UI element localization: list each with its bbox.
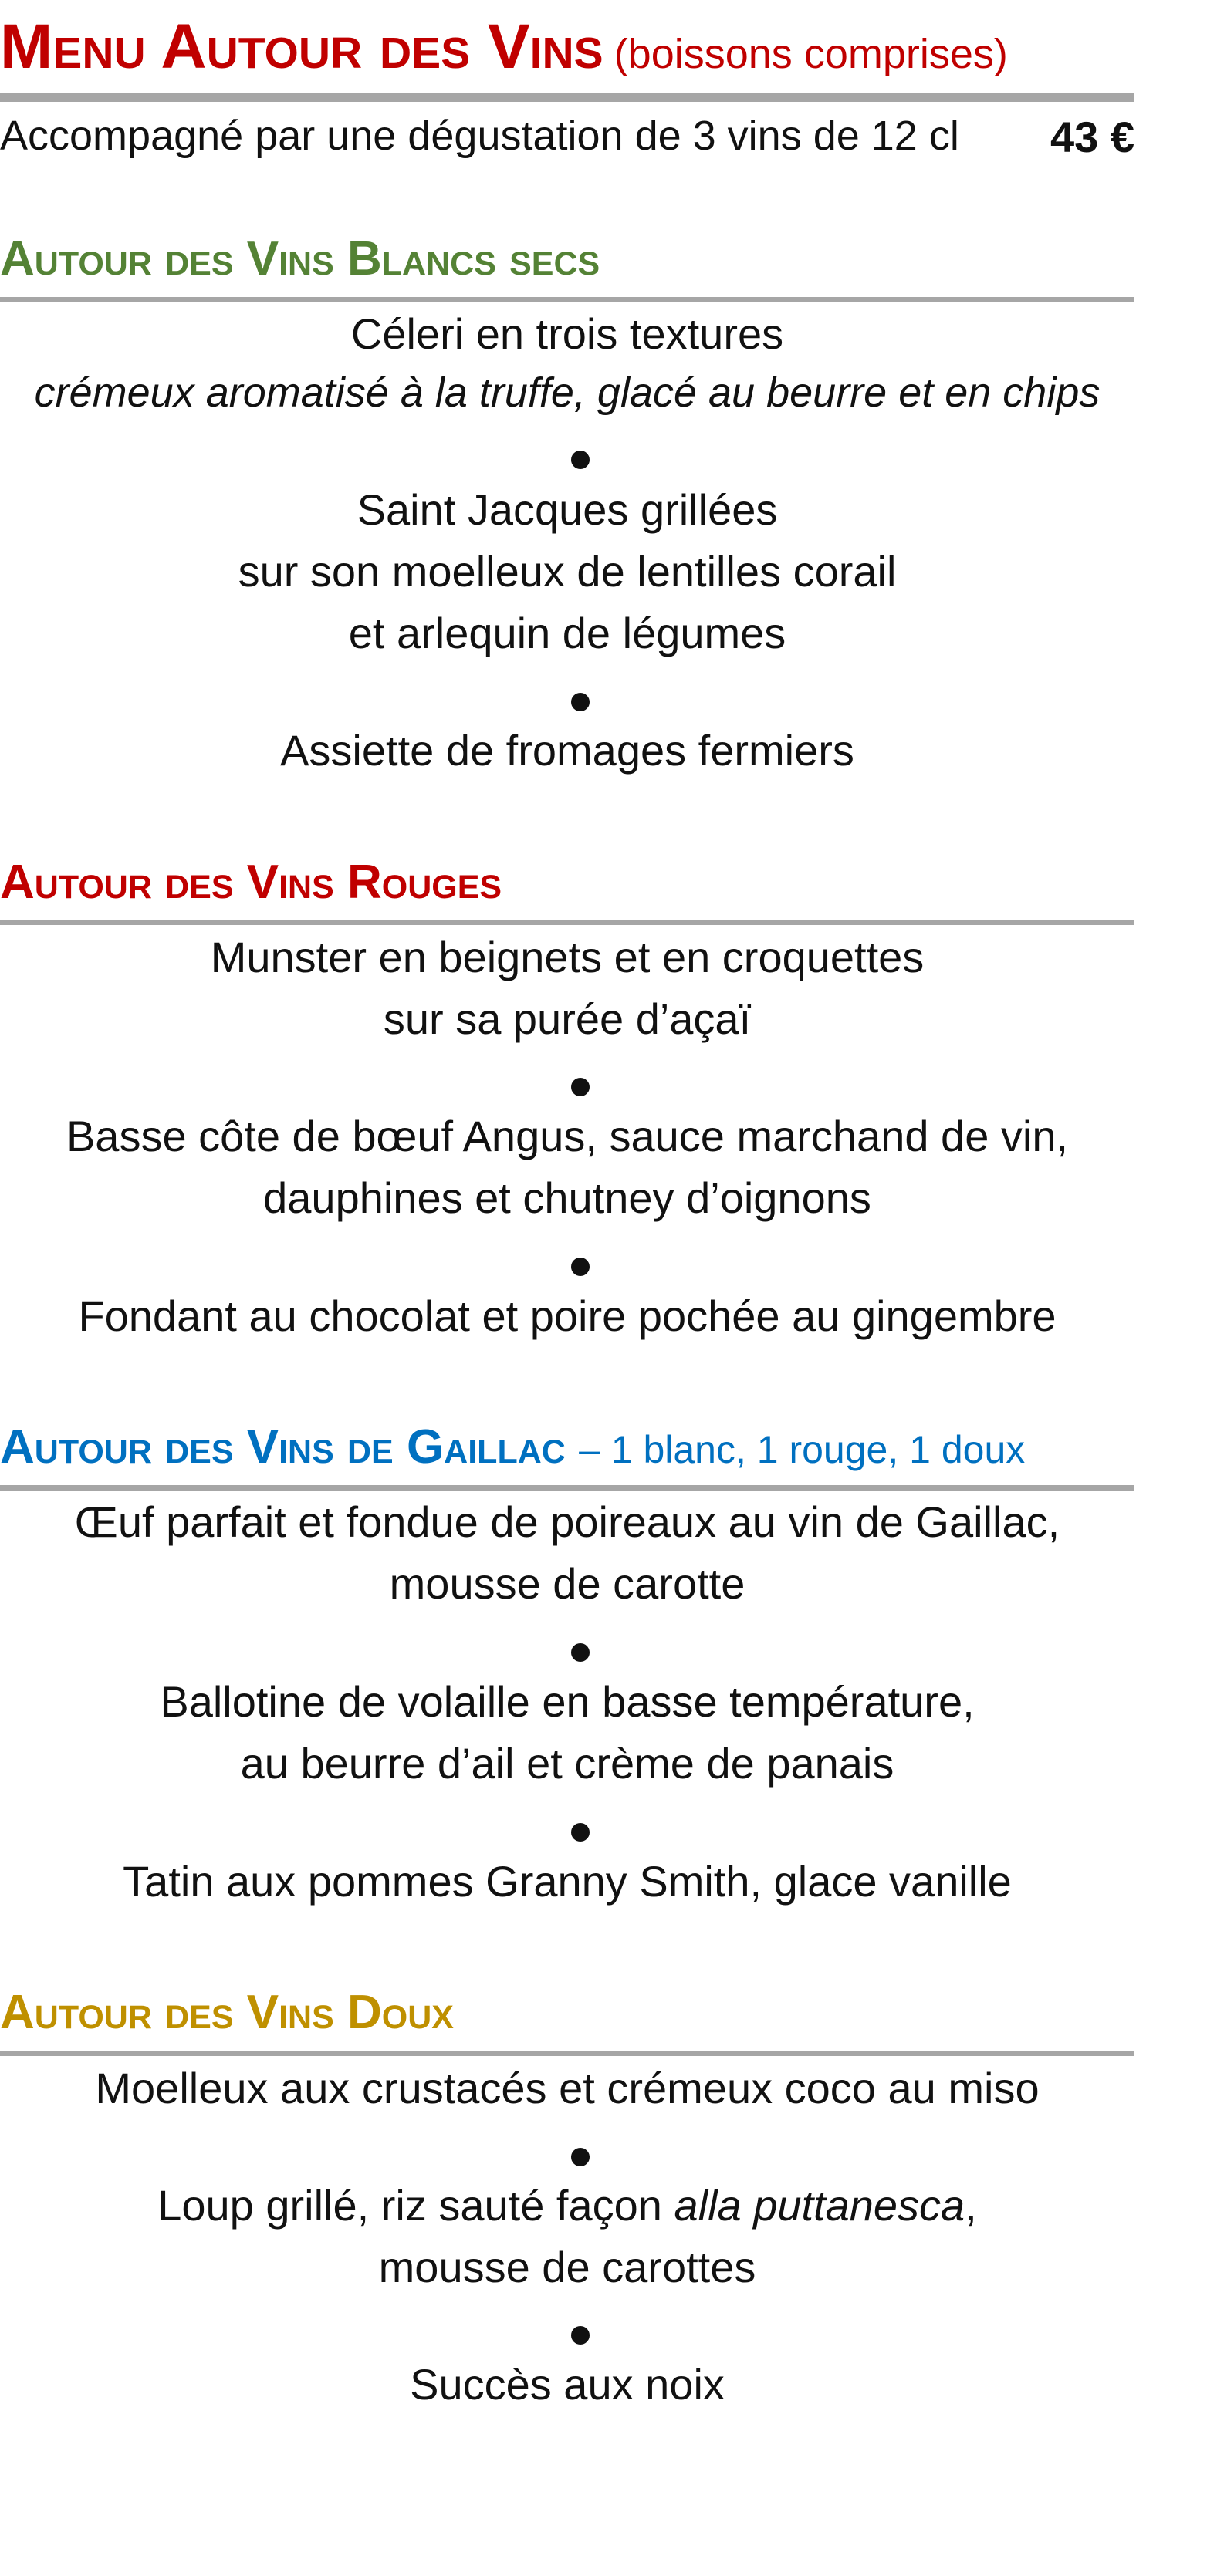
bullet-separator	[571, 451, 590, 469]
section-title-blancs: Autour des Vins Blancs secs	[0, 232, 600, 285]
dish-line: Succès aux noix	[410, 2360, 725, 2409]
bullet-separator	[571, 1823, 590, 1842]
section-title-gaillac	[0, 1420, 1025, 1474]
bullet-separator	[571, 1258, 590, 1276]
section-divider-gaillac	[0, 1485, 1134, 1491]
menu-title-note: (boissons comprises)	[614, 31, 1008, 77]
dish-line: au beurre d’ail et crème de panais	[240, 1739, 894, 1788]
section-title-gaillac-main: Autour des Vins de Gaillac	[0, 1420, 566, 1474]
dish-text: ,	[965, 2181, 977, 2230]
dish-line: sur sa purée d’açaï	[383, 994, 752, 1043]
menu-subtitle: Accompagné par une dégustation de 3 vins de 12 cl	[0, 113, 959, 159]
section-title-doux: Autour des Vins Doux	[0, 1986, 454, 2039]
dish-line: crémeux aromatisé à la truffe, glacé au beurre et en chips	[34, 370, 1100, 416]
dish-line: Munster en beignets et en croquettes	[210, 933, 925, 981]
dish-line: Tatin aux pommes Granny Smith, glace vanille	[123, 1857, 1012, 1906]
section-title-gaillac-extra: – 1 blanc, 1 rouge, 1 doux	[579, 1428, 1026, 1471]
title-divider	[0, 93, 1134, 102]
dish-line: Ballotine de volaille en basse température,	[160, 1677, 975, 1726]
dish-line: Moelleux aux crustacés et crémeux coco au miso	[95, 2064, 1040, 2112]
section-divider-doux	[0, 2051, 1134, 2056]
section-title-rouges: Autour des Vins Rouges	[0, 856, 502, 909]
dish-line	[0, 2180, 1134, 2230]
dish-line: Céleri en trois textures	[350, 309, 784, 358]
bullet-separator	[571, 1643, 590, 1662]
dish-line: et arlequin de légumes	[348, 609, 786, 657]
menu-title	[0, 11, 1008, 83]
dish-line: sur son moelleux de lentilles corail	[238, 547, 897, 596]
menu-price: 43 €	[1050, 113, 1134, 161]
bullet-separator	[571, 1078, 590, 1096]
menu-title-main: Menu Autour des Vins	[0, 12, 604, 82]
dish-text: Loup grillé, riz sauté façon	[157, 2181, 674, 2230]
dish-line: mousse de carottes	[378, 2243, 756, 2291]
dish-line: Assiette de fromages fermiers	[280, 726, 854, 775]
dish-text-italic: alla puttanesca	[674, 2181, 965, 2230]
dish-line: mousse de carotte	[389, 1559, 746, 1608]
dish-line: Fondant au chocolat et poire pochée au gingembre	[78, 1291, 1057, 1340]
dish-line: Saint Jacques grillées	[357, 485, 778, 534]
bullet-separator	[571, 693, 590, 711]
section-divider-rouges	[0, 920, 1134, 925]
dish-line: Basse côte de bœuf Angus, sauce marchand de vin,	[66, 1112, 1069, 1160]
section-divider-blancs	[0, 297, 1134, 302]
bullet-separator	[571, 2326, 590, 2345]
bullet-separator	[571, 2148, 590, 2166]
dish-line: Œuf parfait et fondue de poireaux au vin de Gaillac,	[74, 1497, 1060, 1546]
dish-line: dauphines et chutney d’oignons	[263, 1173, 871, 1222]
